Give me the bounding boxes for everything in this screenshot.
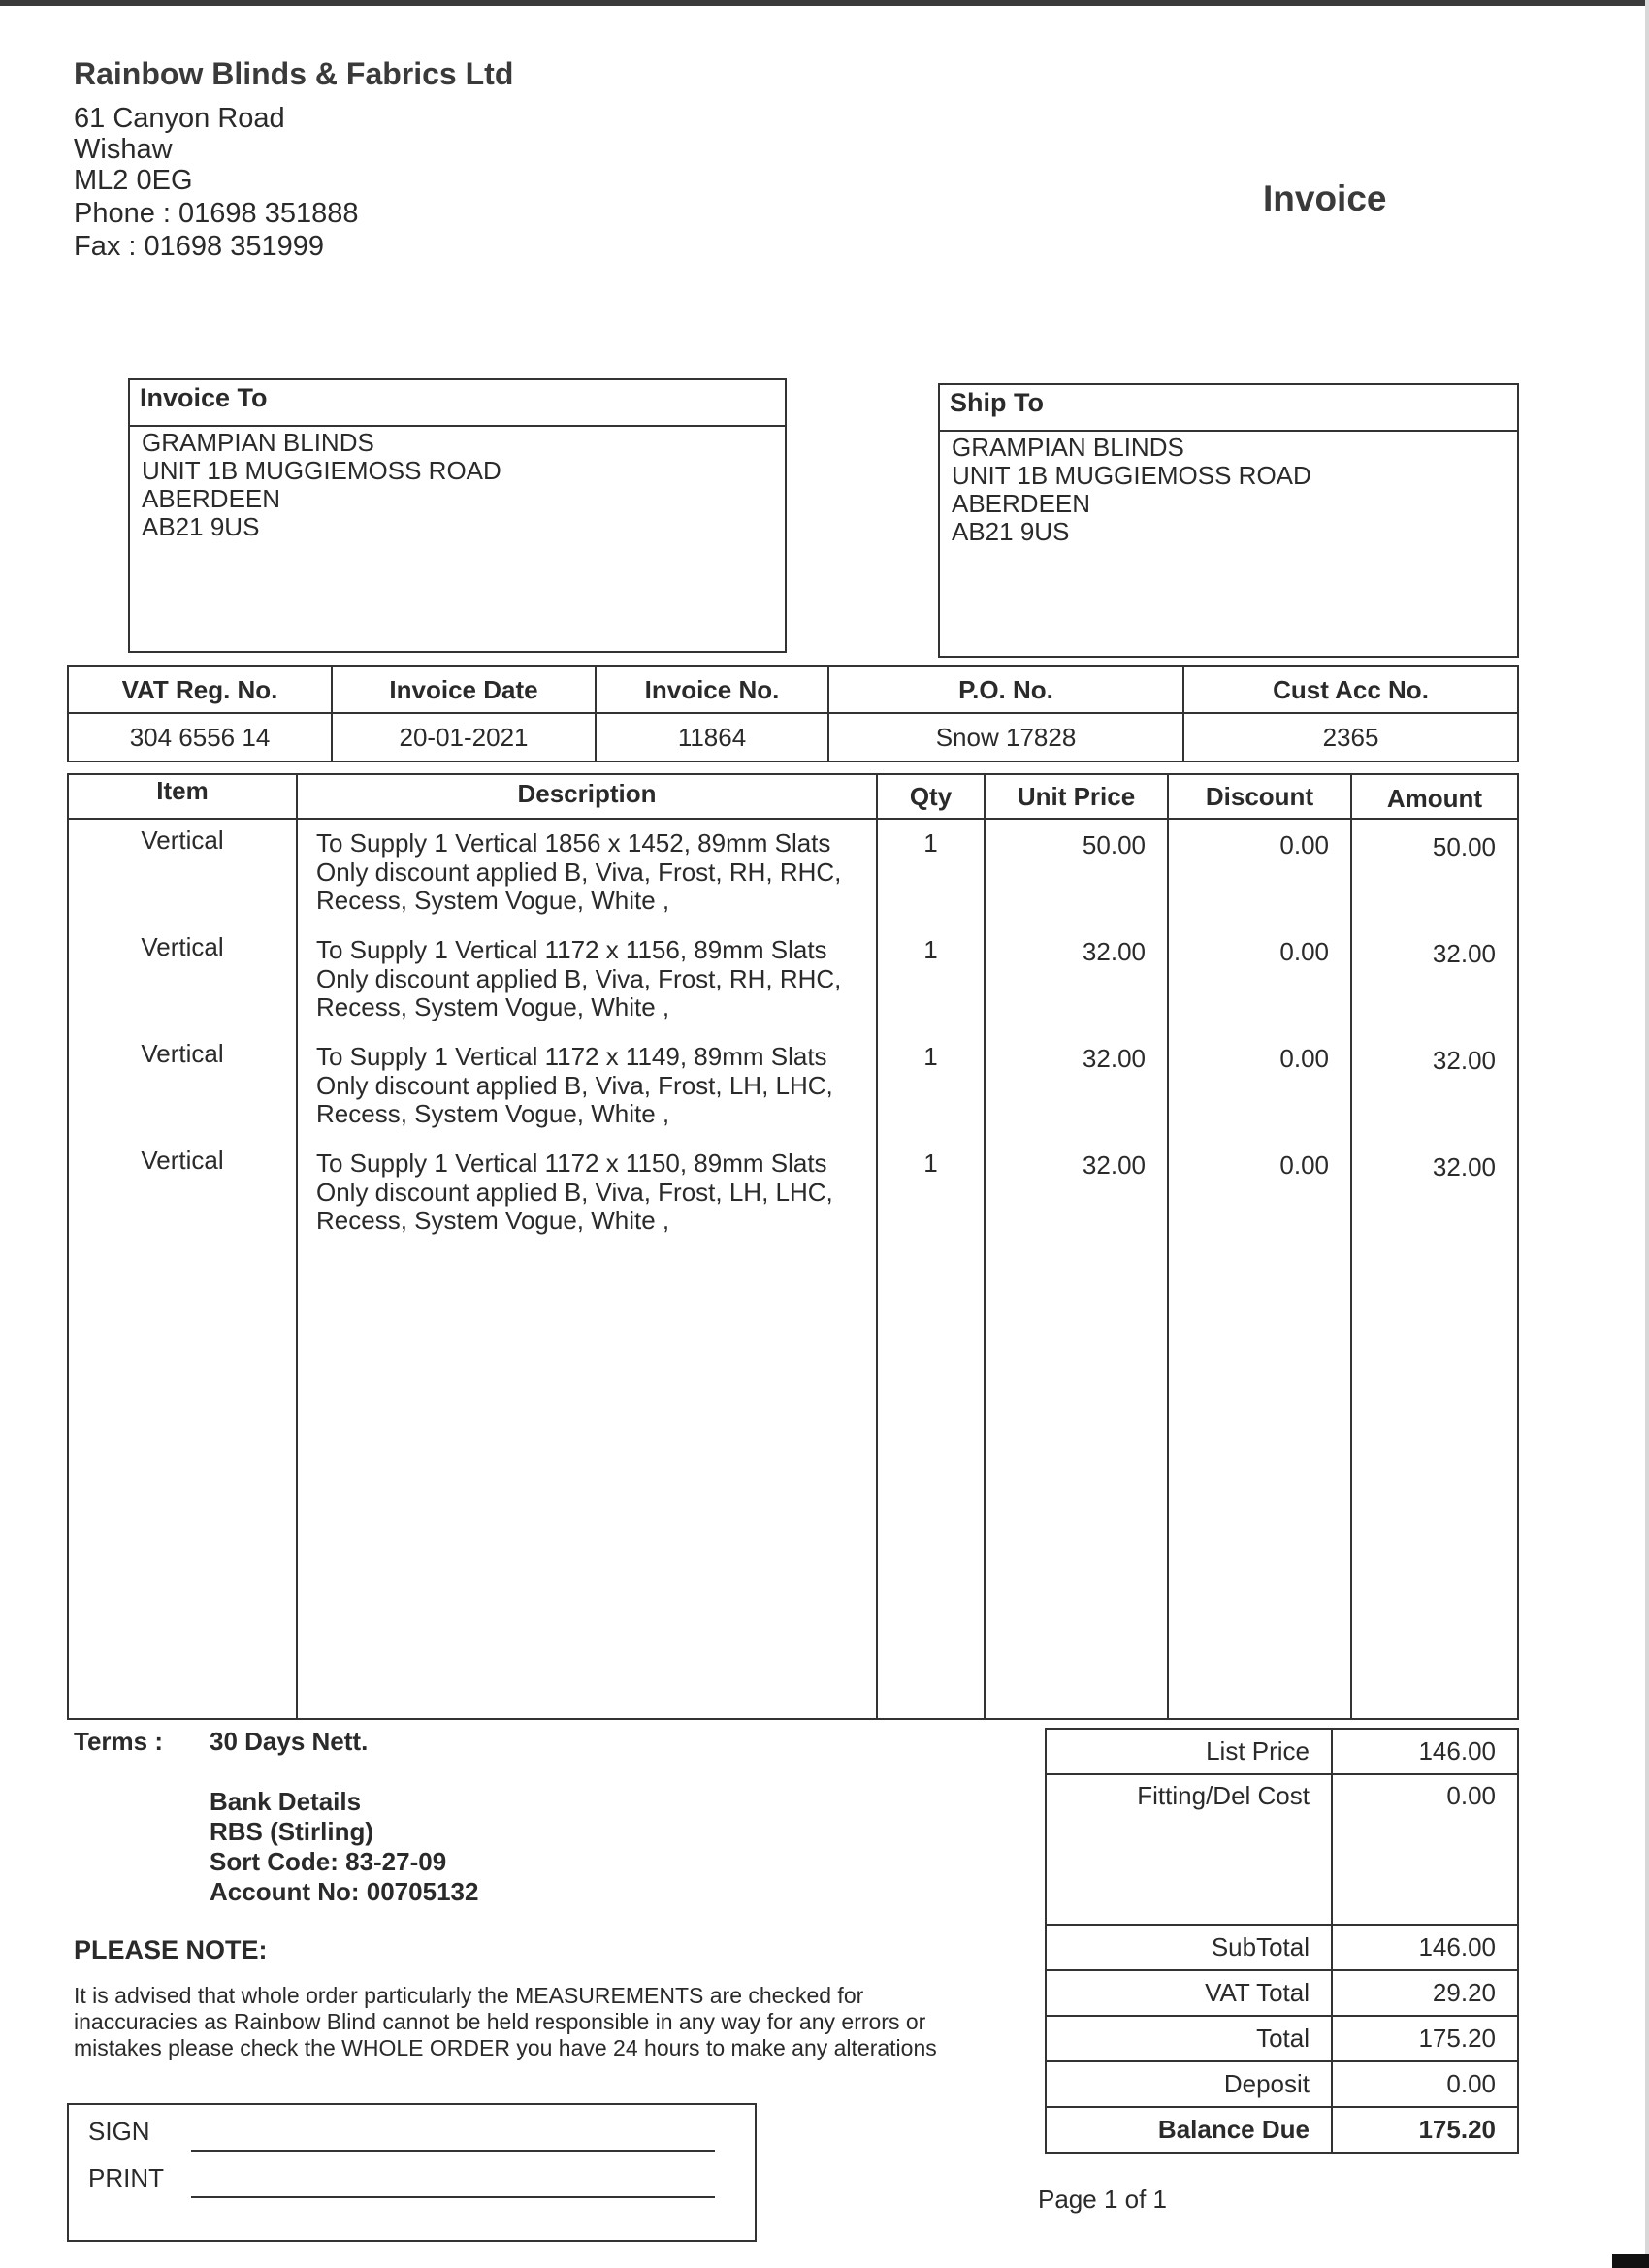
company-name: Rainbow Blinds & Fabrics Ltd (74, 56, 514, 91)
item-unit-price: 32.00 (1082, 1150, 1146, 1180)
sign-label: SIGN (88, 2117, 150, 2146)
list-price-value: 146.00 (1332, 1729, 1518, 1774)
invoice-no-header: Invoice No. (596, 666, 828, 713)
description-line: Only discount applied B, Viva, Frost, RH, RHC, (316, 857, 842, 887)
fitting-cost-value: 0.00 (1332, 1774, 1518, 1925)
terms-value: 30 Days Nett. (210, 1727, 369, 1756)
item-unit-price: 32.00 (1082, 1044, 1146, 1073)
vat-total-label: VAT Total (1046, 1970, 1332, 2016)
item-name: Vertical (141, 1146, 224, 1175)
description-line: Recess, System Vogue, White , (316, 886, 670, 915)
description-line: Recess, System Vogue, White , (316, 1099, 670, 1128)
item-qty: 1 (923, 1042, 938, 1071)
item-amount: 32.00 (1432, 939, 1496, 968)
item-name: Vertical (141, 932, 224, 961)
invoice-meta-table (67, 665, 1519, 762)
item-description (316, 829, 841, 916)
column-divider (876, 773, 878, 1720)
list-price-label: List Price (1046, 1729, 1332, 1774)
signature-box (67, 2103, 757, 2242)
description-line: Recess, System Vogue, White , (316, 1206, 670, 1235)
print-line[interactable] (191, 2196, 715, 2198)
item-qty: 1 (923, 935, 938, 964)
scan-edge (1645, 0, 1649, 2268)
note-line: It is advised that whole order particularly the MEASUREMENTS are checked for (74, 1983, 864, 2008)
deposit-label: Deposit (1046, 2061, 1332, 2107)
item-amount: 50.00 (1432, 832, 1496, 861)
page-number: Page 1 of 1 (1038, 2185, 1167, 2214)
total-label: Total (1046, 2016, 1332, 2061)
total-value: 175.20 (1332, 2016, 1518, 2061)
column-divider (984, 773, 986, 1720)
bank-details-line: Bank Details (210, 1787, 362, 1816)
item-discount: 0.00 (1279, 937, 1329, 966)
note-text (74, 1983, 1024, 2061)
cust-acc-value: 2365 (1183, 713, 1518, 761)
company-address-line: 61 Canyon Road (74, 103, 285, 134)
description-line: Only discount applied B, Viva, Frost, RH, RHC, (316, 963, 842, 993)
fitting-cost-label: Fitting/Del Cost (1046, 1774, 1332, 1925)
unit-price-column-header: Unit Price (1017, 782, 1136, 811)
invoice-to-label: Invoice To (130, 380, 785, 427)
ship-to-box (938, 383, 1519, 658)
description-line: To Supply 1 Vertical 1172 x 1149, 89mm Slats (316, 1042, 827, 1071)
note-title: PLEASE NOTE: (74, 1935, 268, 1964)
item-discount: 0.00 (1279, 1150, 1329, 1180)
invoice-to-line: GRAMPIAN BLINDS (142, 428, 374, 457)
item-unit-price: 32.00 (1082, 937, 1146, 966)
invoice-to-line: UNIT 1B MUGGIEMOSS ROAD (142, 456, 501, 485)
invoice-to-line: AB21 9US (142, 512, 260, 541)
description-line: Recess, System Vogue, White , (316, 992, 670, 1021)
cust-acc-header: Cust Acc No. (1183, 666, 1518, 713)
invoice-date-header: Invoice Date (332, 666, 596, 713)
amount-column-header: Amount (1386, 784, 1483, 813)
deposit-value: 0.00 (1332, 2061, 1518, 2107)
balance-due-label: Balance Due (1046, 2107, 1332, 2153)
description-line: To Supply 1 Vertical 1172 x 1156, 89mm Slats (316, 935, 827, 964)
ship-to-line: GRAMPIAN BLINDS (952, 433, 1184, 462)
item-amount: 32.00 (1432, 1046, 1496, 1075)
invoice-to-line: ABERDEEN (142, 484, 281, 513)
item-description (316, 1043, 833, 1129)
note-line: inaccuracies as Rainbow Blind cannot be held responsible in any way for any errors or (74, 2009, 926, 2034)
item-description (316, 936, 841, 1022)
description-line: To Supply 1 Vertical 1856 x 1452, 89mm Slats (316, 828, 831, 858)
item-description (316, 1150, 833, 1236)
scan-edge (0, 0, 1649, 6)
description-line: To Supply 1 Vertical 1172 x 1150, 89mm Slats (316, 1149, 827, 1178)
vat-reg-value: 304 6556 14 (68, 713, 332, 761)
discount-column-header: Discount (1205, 782, 1314, 811)
invoice-date-value: 20-01-2021 (332, 713, 596, 761)
balance-due-value: 175.20 (1332, 2107, 1518, 2153)
bank-details (210, 1787, 478, 1907)
bank-details-line: RBS (Stirling) (210, 1817, 373, 1846)
bank-details-line: Account No: 00705132 (210, 1877, 479, 1906)
sign-line[interactable] (191, 2150, 715, 2152)
description-column-header: Description (517, 779, 657, 808)
subtotal-value: 146.00 (1332, 1925, 1518, 1970)
po-no-value: Snow 17828 (828, 713, 1183, 761)
terms-label: Terms : (74, 1727, 163, 1756)
company-phone: Phone : 01698 351888 (74, 198, 359, 229)
subtotal-label: SubTotal (1046, 1925, 1332, 1970)
scan-mark (1612, 2254, 1649, 2268)
item-qty: 1 (923, 1149, 938, 1178)
item-discount: 0.00 (1279, 830, 1329, 859)
item-name: Vertical (141, 826, 224, 855)
description-line: Only discount applied B, Viva, Frost, LH, LHC, (316, 1177, 833, 1207)
invoice-no-value: 11864 (596, 713, 828, 761)
bank-details-line: Sort Code: 83-27-09 (210, 1847, 447, 1876)
print-label: PRINT (88, 2163, 164, 2192)
note-line: mistakes please check the WHOLE ORDER you have 24 hours to make any alterations (74, 2035, 937, 2060)
document-title: Invoice (1263, 178, 1387, 218)
vat-total-value: 29.20 (1332, 1970, 1518, 2016)
item-name: Vertical (141, 1039, 224, 1068)
totals-table (1045, 1728, 1519, 2154)
description-line: Only discount applied B, Viva, Frost, LH, LHC, (316, 1070, 833, 1100)
column-divider (1350, 773, 1352, 1720)
column-divider (1167, 773, 1169, 1720)
item-amount: 32.00 (1432, 1152, 1496, 1182)
item-qty: 1 (923, 828, 938, 858)
header-divider (67, 818, 1519, 820)
company-address-line: Wishaw (74, 134, 173, 165)
company-fax: Fax : 01698 351999 (74, 231, 324, 262)
item-discount: 0.00 (1279, 1044, 1329, 1073)
ship-to-line: AB21 9US (952, 517, 1070, 546)
vat-reg-header: VAT Reg. No. (68, 666, 332, 713)
column-divider (296, 773, 298, 1720)
qty-column-header: Qty (909, 782, 953, 811)
item-unit-price: 50.00 (1082, 830, 1146, 859)
ship-to-line: ABERDEEN (952, 489, 1091, 518)
item-column-header: Item (156, 776, 209, 805)
invoice-to-box (128, 378, 787, 653)
company-address-line: ML2 0EG (74, 165, 193, 196)
ship-to-line: UNIT 1B MUGGIEMOSS ROAD (952, 461, 1311, 490)
ship-to-label: Ship To (940, 385, 1517, 432)
po-no-header: P.O. No. (828, 666, 1183, 713)
